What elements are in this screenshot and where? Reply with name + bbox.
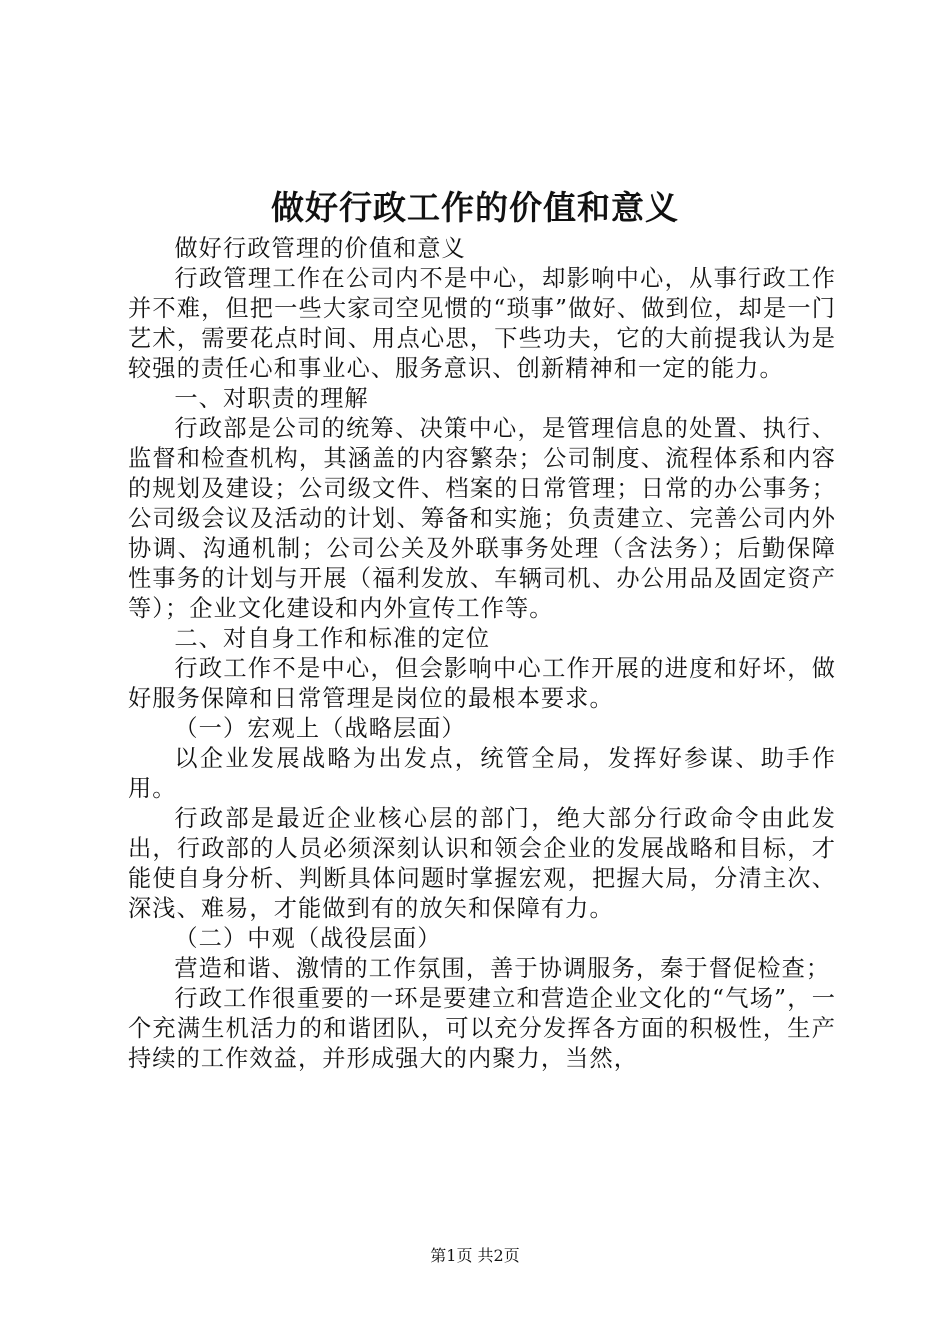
paragraph-duties: 行政部是公司的统筹、决策中心，是管理信息的处置、执行、监督和检查机构，其涵盖的内容繁杂；公司制度、流程体系和内容的规划及建设；公司级文件、档案的日常管理；日常的办公事务；公司级会议及活动的计划、筹备和实施；负责建立、完善公司内外协调、沟通机制；公司公关及外联事务处理（含法务）；后勤保障性事务的计划与开展（福利发放、车辆司机、办公用品及固定资产等）；企业文化建设和内外宣传工作等。 bbox=[128, 415, 836, 622]
paragraph-macro-detail: 行政部是最近企业核心层的部门，绝大部分行政命令由此发出，行政部的人员必须深刻认识和领会企业的发展战略和目标，才能使自身分析、判断具体问题时掌握宏观，把握大局，分清主次、深浅、难易，才能做到有的放矢和保障有力。 bbox=[128, 805, 836, 922]
heading-section-2: 二、对自身工作和标准的定位 bbox=[174, 625, 491, 652]
heading-subsection-1: （一）宏观上（战略层面） bbox=[174, 715, 466, 742]
paragraph-meso-goal: 营造和谐、激情的工作氛围，善于协调服务，秦于督促检查； bbox=[174, 955, 831, 982]
document-body bbox=[128, 234, 836, 1074]
heading-subsection-2: （二）中观（战役层面） bbox=[174, 925, 442, 952]
heading-section-1: 一、对职责的理解 bbox=[174, 385, 369, 412]
paragraph-intro: 行政管理工作在公司内不是中心，却影响中心，从事行政工作并不难，但把一些大家司空见惯的“琐事”做好、做到位，却是一门艺术，需要花点时间、用点心思，下些功夫，它的大前提我认为是较强的责任心和事业心、服务意识、创新精神和一定的能力。 bbox=[128, 265, 836, 382]
paragraph-macro-goal: 以企业发展战略为出发点，统管全局，发挥好参谋、助手作用。 bbox=[128, 745, 836, 802]
paragraph-subtitle: 做好行政管理的价值和意义 bbox=[174, 235, 466, 262]
page-footer: 第1页 共2页 bbox=[430, 1246, 520, 1265]
paragraph-meso-detail: 行政工作很重要的一环是要建立和营造企业文化的“气场”，一个充满生机活力的和谐团队，可以充分发挥各方面的积极性，生产持续的工作效益，并形成强大的内聚力，当然， bbox=[128, 985, 836, 1072]
paragraph-positioning: 行政工作不是中心，但会影响中心工作开展的进度和好坏，做好服务保障和日常管理是岗位的最根本要求。 bbox=[128, 655, 836, 712]
document-title: 做好行政工作的价值和意义 bbox=[271, 188, 679, 227]
